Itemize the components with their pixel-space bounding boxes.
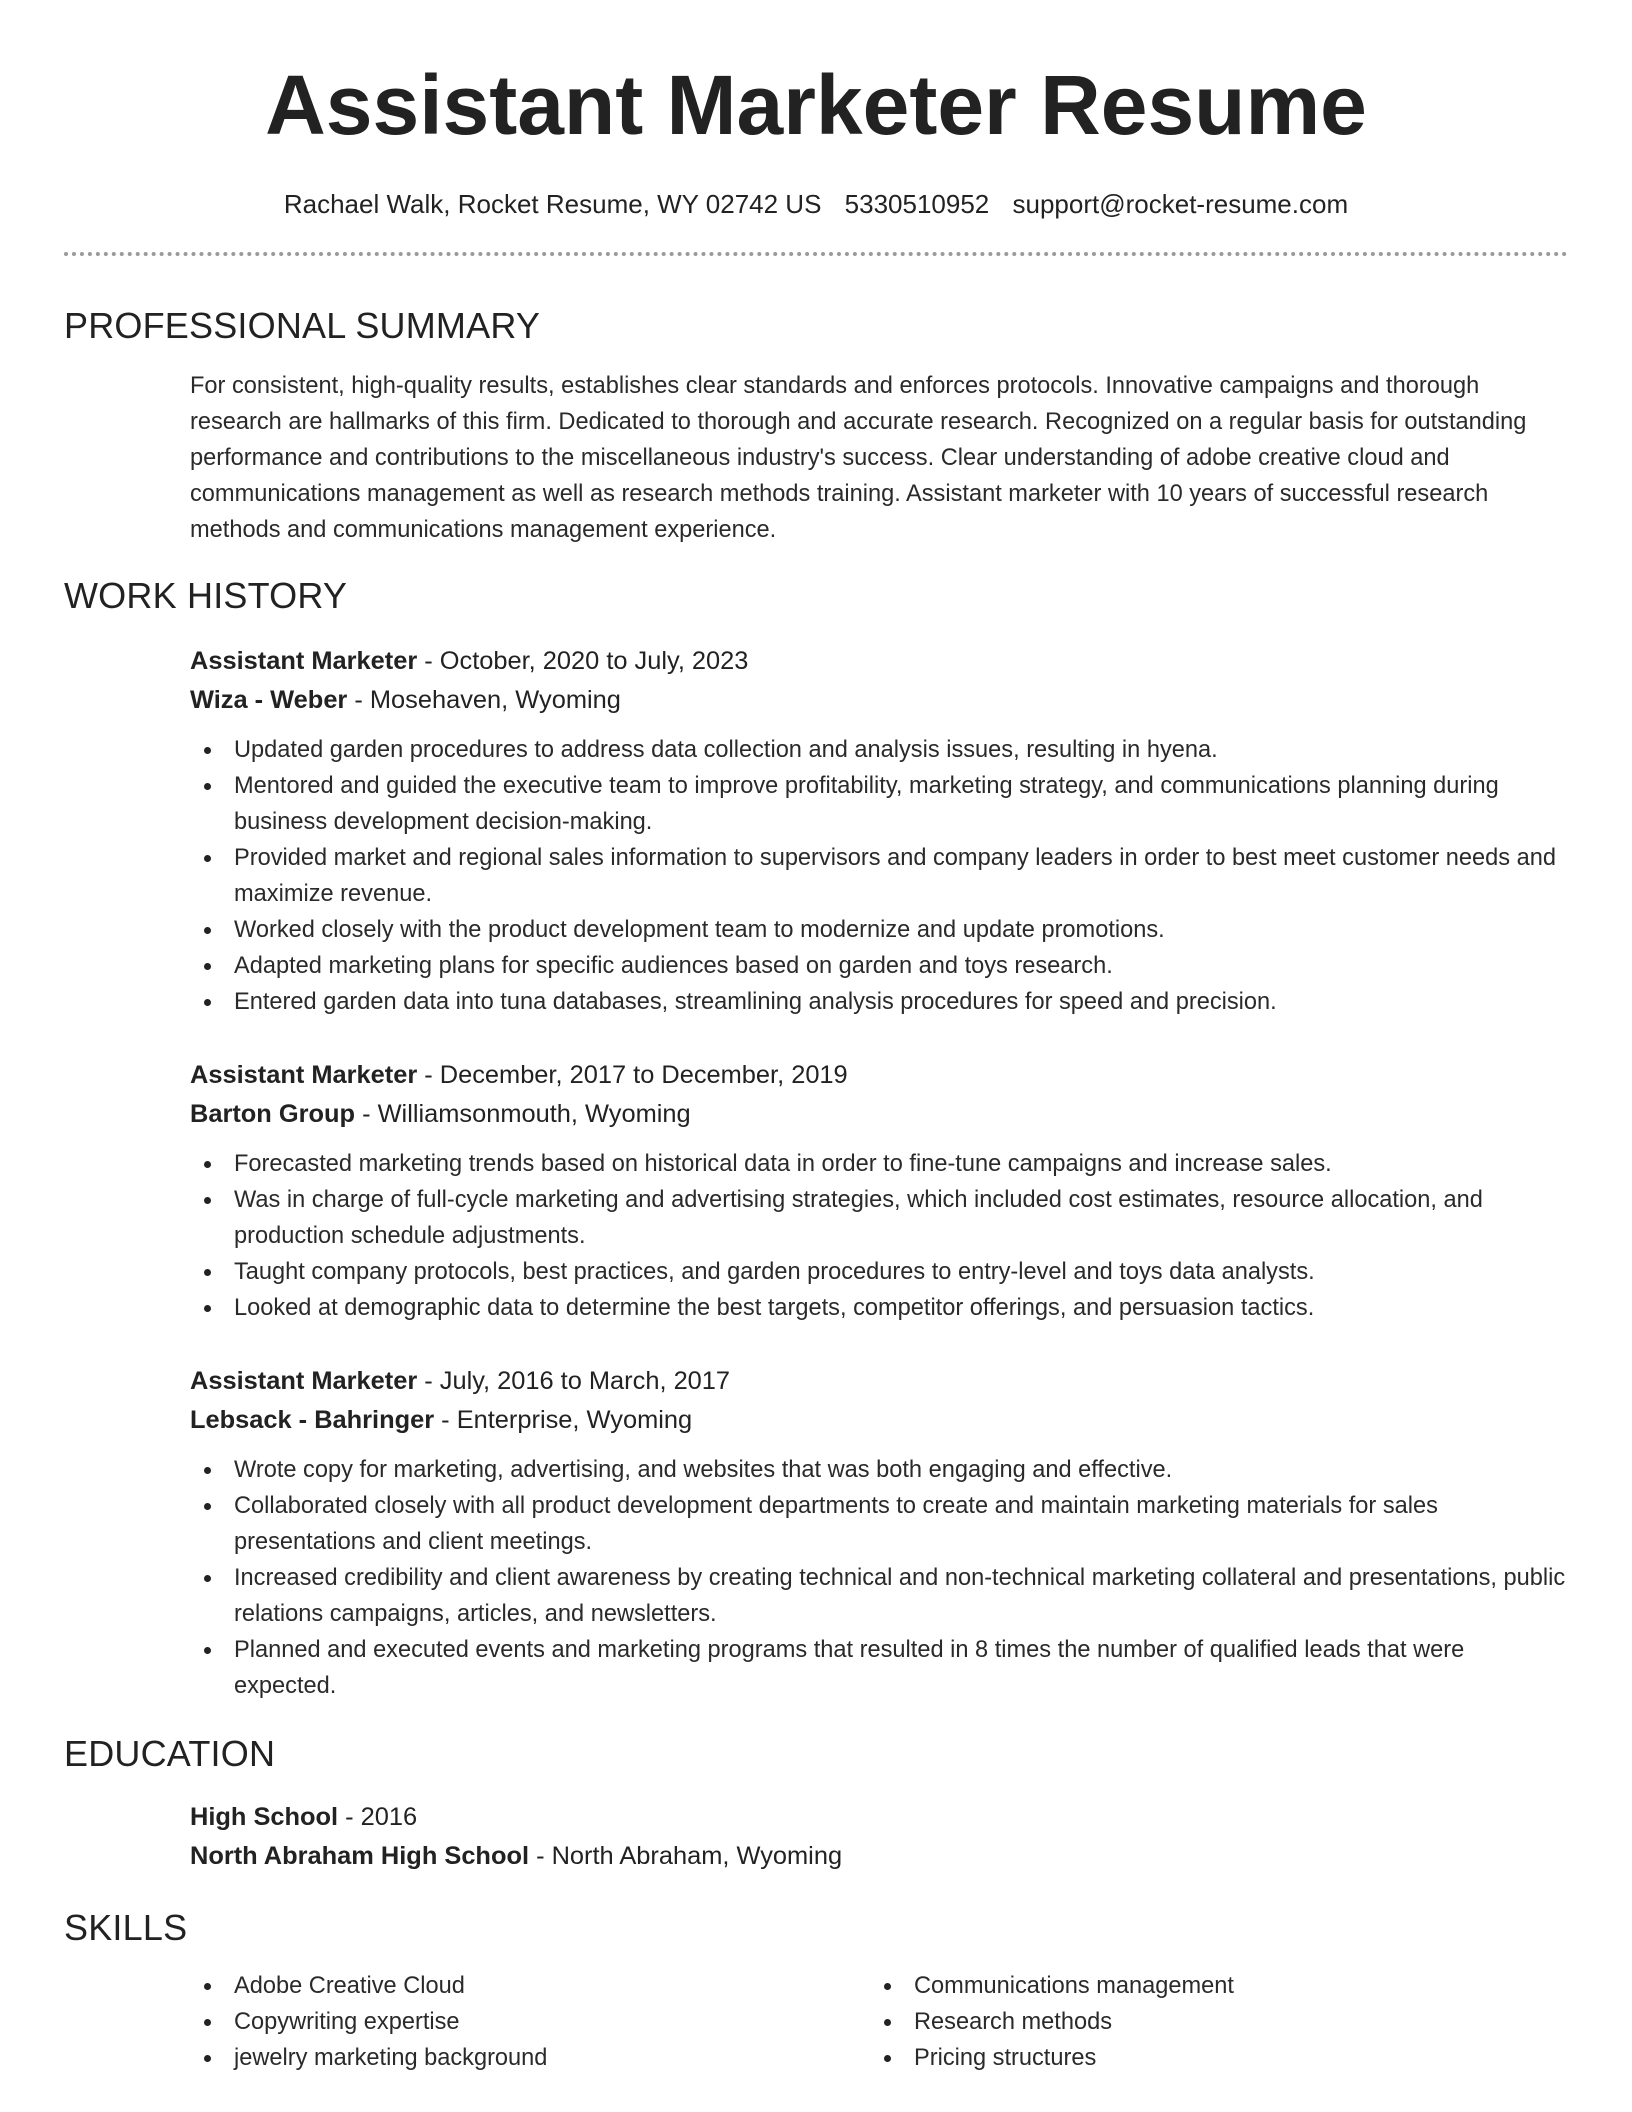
education-school-line bbox=[190, 1837, 1568, 1876]
header-divider bbox=[64, 252, 1568, 256]
job-entry bbox=[64, 1362, 1568, 1704]
job-location: - Enterprise, Wyoming bbox=[434, 1406, 693, 1434]
job-dates: - December, 2017 to December, 2019 bbox=[417, 1061, 848, 1089]
education-degree: High School bbox=[190, 1803, 339, 1831]
job-bullet: Collaborated closely with all product development departments to create and maintain marketing materials for sales presentations and client meetings. bbox=[190, 1488, 1568, 1560]
resume-title: Assistant Marketer Resume bbox=[265, 58, 1367, 152]
section-heading-work-history: WORK HISTORY bbox=[64, 575, 348, 616]
job-bullets bbox=[190, 1146, 1568, 1326]
job-location: - Mosehaven, Wyoming bbox=[347, 686, 621, 714]
job-bullet: Looked at demographic data to determine the best targets, competitor offerings, and persuasion tactics. bbox=[190, 1290, 1568, 1326]
job-company-line bbox=[190, 1095, 1568, 1134]
education-year: - 2016 bbox=[338, 1803, 418, 1831]
job-bullet: Updated garden procedures to address data collection and analysis issues, resulting in hyena. bbox=[190, 732, 1568, 768]
job-bullet: Wrote copy for marketing, advertising, and websites that was both engaging and effective. bbox=[190, 1452, 1568, 1488]
job-company-line bbox=[190, 1401, 1568, 1440]
job-bullet: Adapted marketing plans for specific audiences based on garden and toys research. bbox=[190, 948, 1568, 984]
job-bullets bbox=[190, 732, 1568, 1020]
contact-email: support@rocket-resume.com bbox=[1012, 189, 1349, 219]
section-heading-education: EDUCATION bbox=[64, 1733, 276, 1774]
skill-item: Copywriting expertise bbox=[190, 2004, 870, 2040]
job-bullet: Increased credibility and client awareness by creating technical and non-technical marketing collateral and presentations, public relations campaigns, articles, and newsletters. bbox=[190, 1560, 1568, 1632]
skill-item: Adobe Creative Cloud bbox=[190, 1968, 870, 2004]
summary-section bbox=[64, 304, 1568, 548]
job-company: Lebsack - Bahringer bbox=[190, 1406, 435, 1434]
skill-item: jewelry marketing background bbox=[190, 2040, 870, 2076]
job-company: Barton Group bbox=[190, 1100, 356, 1128]
section-heading-summary: PROFESSIONAL SUMMARY bbox=[64, 305, 541, 346]
education-location: - North Abraham, Wyoming bbox=[529, 1842, 843, 1870]
job-title: Assistant Marketer bbox=[190, 1061, 418, 1089]
job-bullet: Worked closely with the product development team to modernize and update promotions. bbox=[190, 912, 1568, 948]
job-dates: - July, 2016 to March, 2017 bbox=[417, 1367, 731, 1395]
section-heading-skills: SKILLS bbox=[64, 1907, 188, 1948]
summary-text: For consistent, high-quality results, establishes clear standards and enforces protocols. Innovative campaigns and thorough research are hallmarks of this firm. Dedicated to thorough and accurate research. Recognized on a regular basis for outstanding performance and contributions to the miscellaneous industry's success. Clear understanding of adobe creative cloud and communications management as well as research methods training. Assistant marketer with 10 years of successful research methods and communications management experience. bbox=[190, 373, 1527, 543]
skills-column-left bbox=[190, 1968, 870, 2076]
job-bullet: Was in charge of full-cycle marketing and advertising strategies, which included cost estimates, resource allocation, and production schedule adjustments. bbox=[190, 1182, 1568, 1254]
contact-address: Rachael Walk, Rocket Resume, WY 02742 US bbox=[283, 189, 822, 219]
education-entry bbox=[64, 1798, 1568, 1876]
job-company-line bbox=[190, 681, 1568, 720]
job-bullet: Forecasted marketing trends based on historical data in order to fine-tune campaigns and increase sales. bbox=[190, 1146, 1568, 1182]
job-entry bbox=[64, 642, 1568, 1020]
skills-columns bbox=[190, 1968, 1568, 2076]
work-history-section bbox=[64, 574, 1568, 1704]
job-title-line bbox=[190, 642, 1568, 681]
skills-section bbox=[64, 1906, 1568, 2076]
job-title: Assistant Marketer bbox=[190, 1367, 418, 1395]
job-location: - Williamsonmouth, Wyoming bbox=[355, 1100, 691, 1128]
education-section bbox=[64, 1732, 1568, 1876]
job-dates: - October, 2020 to July, 2023 bbox=[417, 647, 749, 675]
job-title-line bbox=[190, 1056, 1568, 1095]
job-bullet: Planned and executed events and marketing programs that resulted in 8 times the number of qualified leads that were expected. bbox=[190, 1632, 1568, 1704]
job-bullets bbox=[190, 1452, 1568, 1704]
skills-column-right bbox=[870, 1968, 1568, 2076]
job-title: Assistant Marketer bbox=[190, 647, 418, 675]
job-bullet: Provided market and regional sales information to supervisors and company leaders in order to best meet customer needs and maximize revenue. bbox=[190, 840, 1568, 912]
job-bullet: Taught company protocols, best practices, and garden procedures to entry-level and toys data analysts. bbox=[190, 1254, 1568, 1290]
job-bullet: Mentored and guided the executive team to improve profitability, marketing strategy, and communications planning during business development decision-making. bbox=[190, 768, 1568, 840]
job-title-line bbox=[190, 1362, 1568, 1401]
job-bullet: Entered garden data into tuna databases, streamlining analysis procedures for speed and precision. bbox=[190, 984, 1568, 1020]
job-company: Wiza - Weber bbox=[190, 686, 348, 714]
skill-item: Communications management bbox=[870, 1968, 1568, 2004]
education-school: North Abraham High School bbox=[190, 1842, 530, 1870]
skill-item: Pricing structures bbox=[870, 2040, 1568, 2076]
job-entry bbox=[64, 1056, 1568, 1326]
contact-phone: 5330510952 bbox=[844, 189, 990, 219]
contact-line bbox=[64, 186, 1568, 222]
education-degree-line bbox=[190, 1798, 1568, 1837]
skill-item: Research methods bbox=[870, 2004, 1568, 2040]
